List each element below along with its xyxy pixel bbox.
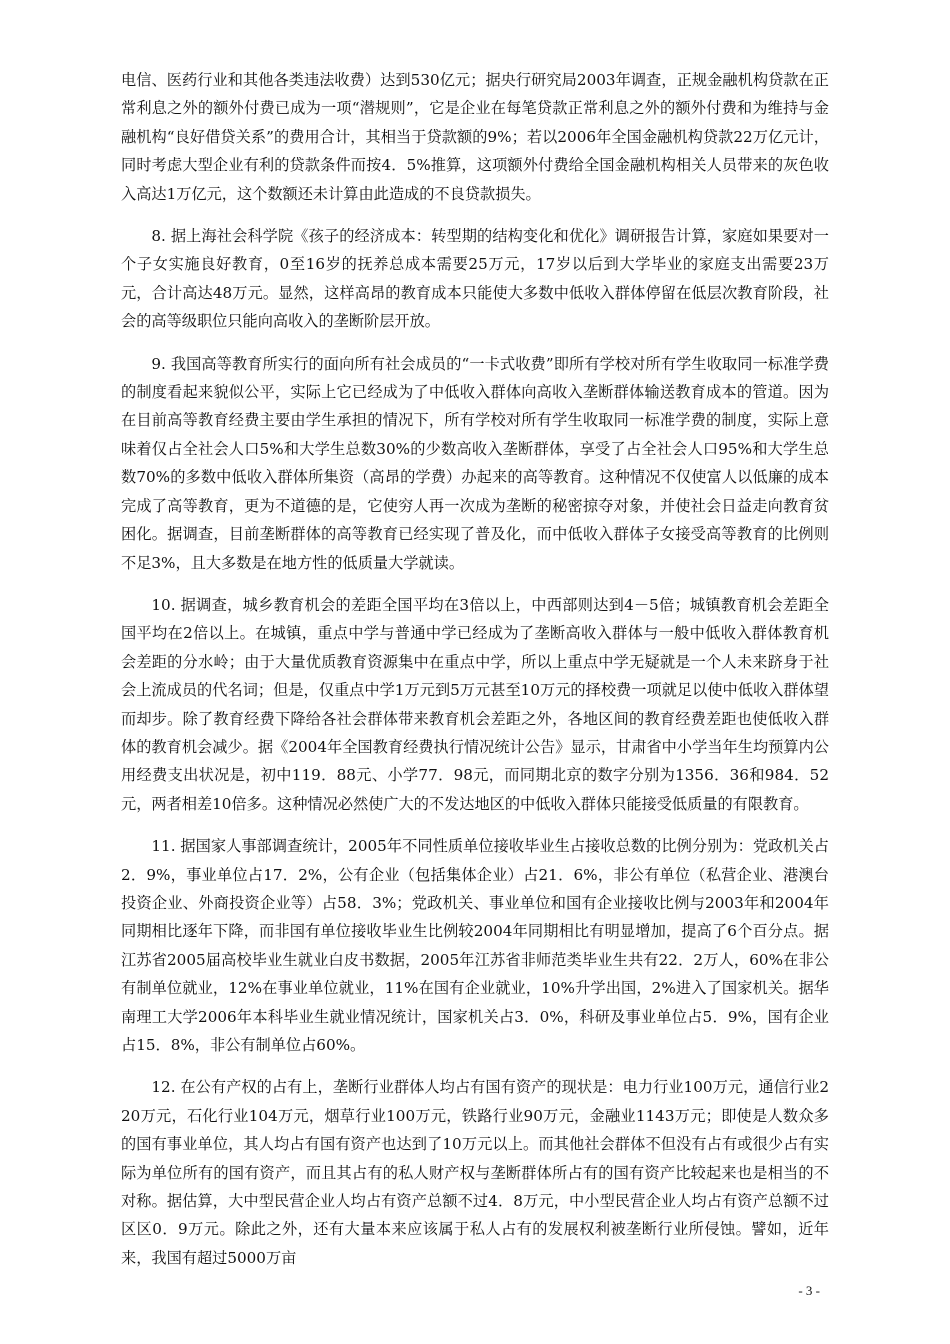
paragraph-item-8: 8. 据上海社会科学院《孩子的经济成本：转型期的结构变化和优化》调研报告计算，家庭如果要对一个子女实施良好教育，0至16岁的抚养总成本需要25万元，17岁以后到大学毕业的家庭支出需要23万元，合计高达48万元。显然，这样高昂的教育成本只能使大多数中低收入群体停留在低层次教育阶段，社会的高等级职位只能向高收入的垄断阶层开放。 xyxy=(121,227,829,331)
paragraph-item-12: 12. 在公有产权的占有上，垄断行业群体人均占有国有资产的现状是：电力行业100万元，通信行业220万元，石化行业104万元，烟草行业100万元，铁路行业90万元，金融业1143万元；即使是人数众多的国有事业单位，其人均占有国有资产也达到了10万元以上。而其他社会群体不但没有占有或很少占有实际为单位所有的国有资产，而且其占有的私人财产权与垄断群体所占有的国有资产比较起来也是相当的不对称。据估算，大中型民营企业人均占有资产总额不过4．8万元，中小型民营企业人均占有资产总额不过区区0．9万元。除此之外，还有大量本来应该属于私人占有的发展权利被垄断行业所侵蚀。譬如，近年来，我国有超过5000万亩 xyxy=(121,1078,829,1267)
paragraph-item-10: 10. 据调查，城乡教育机会的差距全国平均在3倍以上，中西部则达到4－5倍；城镇教育机会差距全国平均在2倍以上。在城镇，重点中学与普通中学已经成为了垄断高收入群体与一般中低收入群体教育机会差距的分水岭；由于大量优质教育资源集中在重点中学，所以上重点中学无疑就是一个人未来跻身于社会上流成员的代名词；但是，仅重点中学1万元到5万元甚至10万元的择校费一项就足以使中低收入群体望而却步。除了教育经费下降给各社会群体带来教育机会差距之外，各地区间的教育经费差距也使低收入群体的教育机会减少。据《2004年全国教育经费执行情况统计公告》显示，甘肃省中小学当年生均预算内公用经费支出状况是，初中119．88元、小学77．98元，而同期北京的数字分别为1356．36和984．52元，两者相差10倍多。这种情况必然使广大的不发达地区的中低收入群体只能接受低质量的有限教育。 xyxy=(121,595,829,813)
page-body xyxy=(121,66,829,1286)
page-number: - 3 - xyxy=(798,1283,820,1298)
paragraph-item-11: 11. 据国家人事部调查统计，2005年不同性质单位接收毕业生占接收总数的比例分别为：党政机关占2．9%，事业单位占17．2%，公有企业（包括集体企业）占21．6%，非公有单位（私营企业、港澳台投资企业、外商投资企业等）占58．3%；党政机关、事业单位和国有企业接收比例与2003年和2004年同期相比逐年下降，而非国有单位接收毕业生比例较2004年同期相比有明显增加，提高了6个百分点。据江苏省2005届高校毕业生就业白皮书数据，2005年江苏省非师范类毕业生共有22．2万人，60%在非公有制单位就业，12%在事业单位就业，11%在国有企业就业，10%升学出国，2%进入了国家机关。据华南理工大学2006年本科毕业生就业情况统计，国家机关占3．0%，科研及事业单位占5．9%，国有企业占15．8%，非公有制单位占60%。 xyxy=(121,837,829,1054)
paragraph-item-9: 9. 我国高等教育所实行的面向所有社会成员的“一卡式收费”即所有学校对所有学生收取同一标准学费的制度看起来貌似公平，实际上它已经成为了中低收入群体向高收入垄断群体输送教育成本的管道。因为在目前高等教育经费主要由学生承担的情况下，所有学校对所有学生收取同一标准学费的制度，实际上意味着仅占全社会人口5%和大学生总数30%的少数高收入垄断群体，享受了占全社会人口95%和大学生总数70%的多数中低收入群体所集资（高昂的学费）办起来的高等教育。这种情况不仅使富人以低廉的成本完成了高等教育，更为不道德的是，它使穷人再一次成为垄断的秘密掠夺对象，并使社会日益走向教育贫困化。据调查，目前垄断群体的高等教育已经实现了普及化，而中低收入群体子女接受高等教育的比例则不足3%，且大多数是在地方性的低质量大学就读。 xyxy=(121,354,829,572)
paragraph-continued: 电信、医药行业和其他各类违法收费）达到530亿元；据央行研究局2003年调查，正规金融机构贷款在正常利息之外的额外付费已成为一项“潜规则”，它是企业在每笔贷款正常利息之外的额外付费和为维持与金融机构“良好借贷关系”的费用合计，其相当于贷款额的9%；若以2006年全国金融机构贷款22万亿元计，同时考虑大型企业有利的贷款条件而按4．5%推算，这项额外付费给全国金融机构相关人员带来的灰色收入高达1万亿元，这个数额还未计算由此造成的不良贷款损失。 xyxy=(121,71,829,203)
